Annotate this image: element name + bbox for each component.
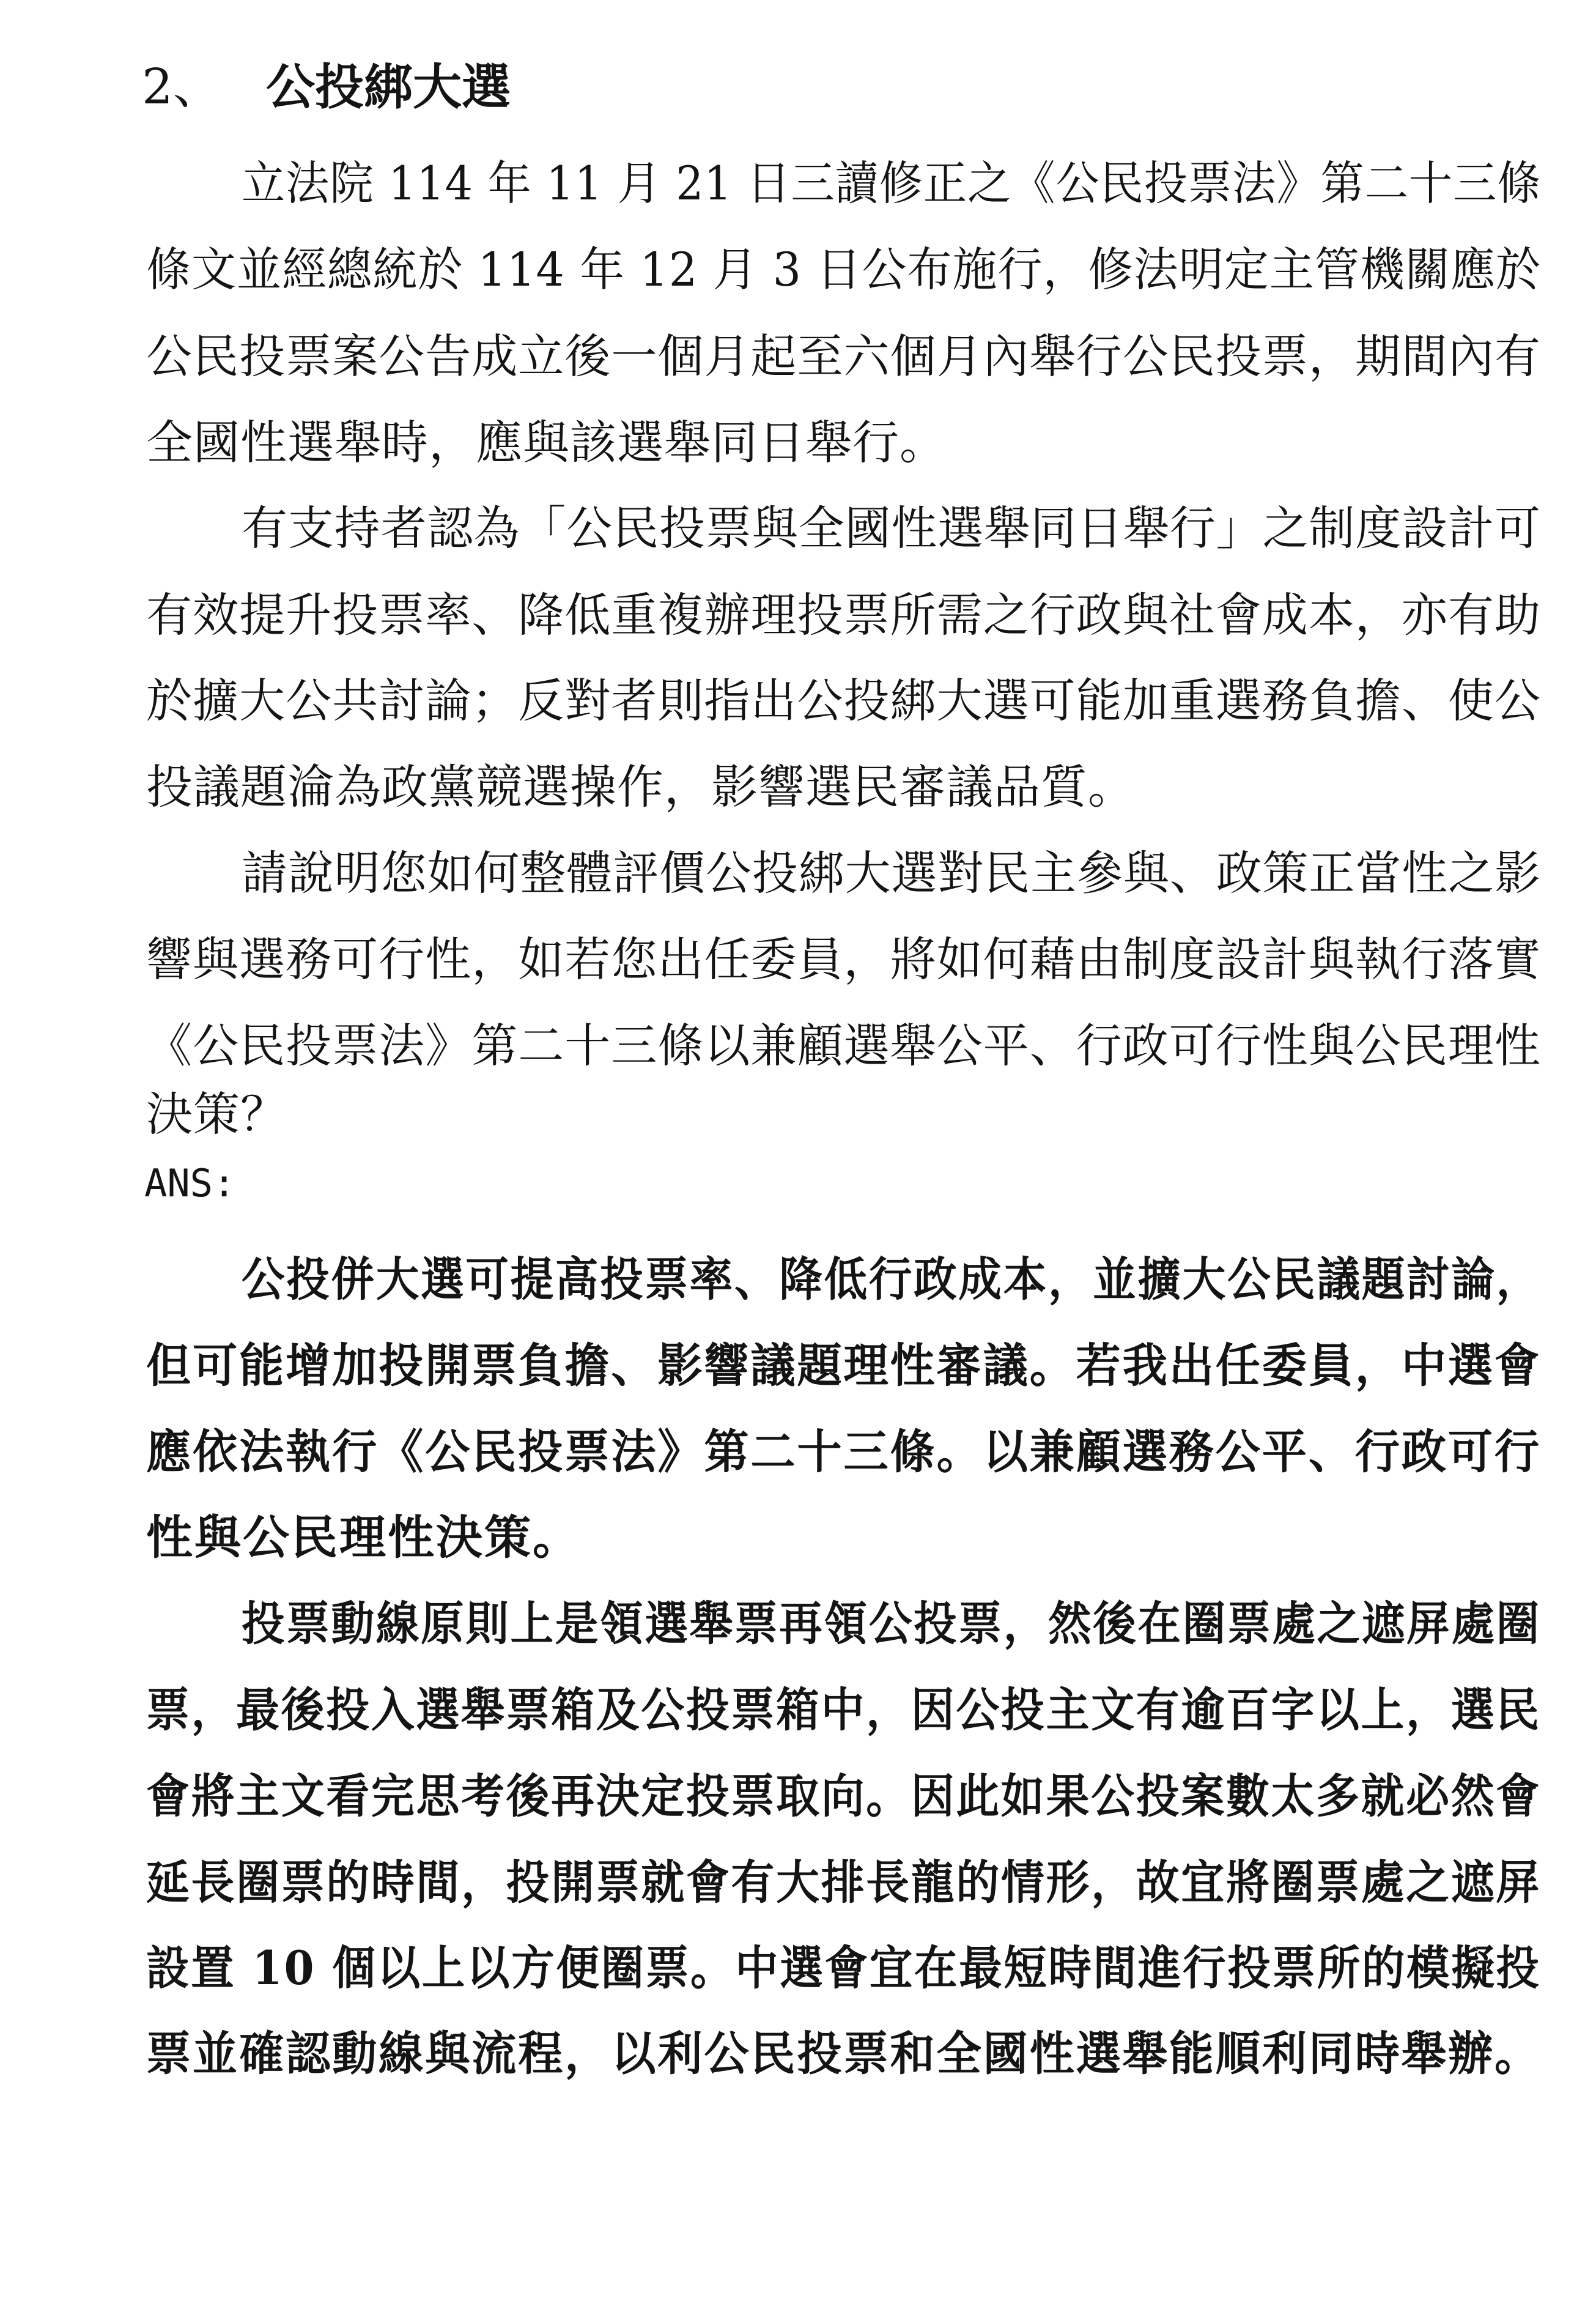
- text-line: 投議題淪為政黨競選操作，影響選民審議品質。: [146, 760, 1135, 814]
- text-line: 請說明您如何整體評價公投綁大選對民主參與、政策正當性之影: [242, 846, 1541, 900]
- text-line: 立法院 114 年 11 月 21 日三讀修正之《公民投票法》第二十三條: [242, 156, 1542, 210]
- section-title: 公投綁大選: [266, 58, 511, 116]
- text-line: 性與公民理性決策。: [146, 1510, 581, 1565]
- text-line: 票並確認動線與流程，以利公民投票和全國性選舉能順利同時舉辦。: [146, 2026, 1541, 2081]
- text-line: 全國性選舉時，應與該選舉同日舉行。: [146, 415, 947, 470]
- text-line: 響與選務可行性，如若您出任委員，將如何藉由制度設計與執行落實: [146, 932, 1541, 987]
- section-number: 2、: [142, 58, 222, 115]
- text-line: 設置 10 個以上以方便圈票。中選會宜在最短時間進行投票所的模擬投: [146, 1941, 1541, 1995]
- answer-label: ANS:: [144, 1161, 236, 1206]
- text-line: 會將主文看完思考後再決定投票取向。因此如果公投案數太多就必然會: [146, 1769, 1541, 1823]
- text-line: 票，最後投入選舉票箱及公投票箱中，因公投主文有逾百字以上，選民: [146, 1683, 1541, 1737]
- text-line: 條文並經總統於 114 年 12 月 3 日公布施行，修法明定主管機關應於: [146, 242, 1542, 297]
- text-line: 有效提升投票率、降低重複辦理投票所需之行政與社會成本，亦有助: [146, 588, 1541, 642]
- text-line: 《公民投票法》第二十三條以兼顧選舉公平、行政可行性與公民理性: [146, 1018, 1541, 1073]
- text-line: 於擴大公共討論；反對者則指出公投綁大選可能加重選務負擔、使公: [146, 673, 1541, 728]
- text-line: 公投併大選可提高投票率、降低行政成本，並擴大公民議題討論，: [242, 1252, 1541, 1306]
- text-line: 決策？: [146, 1087, 287, 1141]
- text-line: 有支持者認為「公民投票與全國性選舉同日舉行」之制度設計可: [242, 501, 1541, 555]
- text-line: 但可能增加投開票負擔、影響議題理性審議。若我出任委員，中選會: [146, 1338, 1541, 1393]
- text-line: 投票動線原則上是領選舉票再領公投票，然後在圈票處之遮屏處圈: [242, 1596, 1541, 1651]
- text-line: 延長圈票的時間，投開票就會有大排長龍的情形，故宜將圈票處之遮屏: [146, 1855, 1541, 1910]
- text-line: 應依法執行《公民投票法》第二十三條。以兼顧選務公平、行政可行: [146, 1425, 1541, 1479]
- text-line: 公民投票案公告成立後一個月起至六個月內舉行公民投票，期間內有: [146, 329, 1541, 383]
